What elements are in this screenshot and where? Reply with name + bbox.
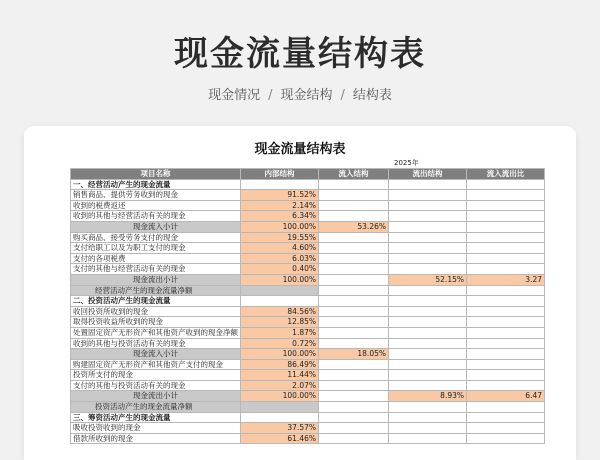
row-label-cell[interactable]: 现金流入小计 <box>71 221 241 232</box>
row-label-cell[interactable]: 一、经营活动产生的现金流量 <box>71 179 241 190</box>
value-cell[interactable] <box>467 433 545 444</box>
row-label-cell[interactable]: 现金流入小计 <box>71 349 241 360</box>
table-row <box>71 370 545 381</box>
value-cell[interactable] <box>389 402 467 413</box>
value-cell[interactable] <box>389 317 467 328</box>
spreadsheet-preview-card <box>24 126 576 460</box>
value-cell[interactable]: 2.14% <box>241 200 319 211</box>
column-header: 流入流出比 <box>467 169 545 180</box>
value-cell[interactable]: 6.47 <box>467 391 545 402</box>
value-cell[interactable] <box>319 200 389 211</box>
value-cell[interactable] <box>389 296 467 307</box>
value-cell[interactable] <box>467 370 545 381</box>
value-cell[interactable] <box>389 412 467 423</box>
value-cell[interactable] <box>319 402 389 413</box>
value-cell[interactable] <box>467 380 545 391</box>
row-label-cell[interactable]: 收回投资所收到的现金 <box>71 306 241 317</box>
value-cell[interactable] <box>467 232 545 243</box>
row-label-cell[interactable]: 现金流出小计 <box>71 391 241 402</box>
value-cell[interactable]: 53.26% <box>319 221 389 232</box>
value-cell[interactable] <box>241 296 319 307</box>
value-cell[interactable] <box>241 285 319 296</box>
breadcrumb-item[interactable]: 现金情况 <box>208 88 261 103</box>
value-cell[interactable]: 100.00% <box>241 391 319 402</box>
table-row <box>71 306 545 317</box>
value-cell[interactable] <box>319 264 389 275</box>
value-cell[interactable] <box>319 179 389 190</box>
cash-flow-table <box>70 168 545 444</box>
value-cell[interactable]: 3.27 <box>467 274 545 285</box>
value-cell[interactable] <box>389 359 467 370</box>
value-cell[interactable]: 100.00% <box>241 221 319 232</box>
page-title: 现金流量结构表 <box>174 34 426 74</box>
value-cell[interactable] <box>389 211 467 222</box>
table-row <box>71 380 545 391</box>
table-row <box>71 211 545 222</box>
value-cell[interactable] <box>389 200 467 211</box>
value-cell[interactable]: 1.87% <box>241 327 319 338</box>
value-cell[interactable] <box>319 423 389 434</box>
value-cell[interactable] <box>319 253 389 264</box>
value-cell[interactable] <box>389 232 467 243</box>
value-cell[interactable] <box>389 221 467 232</box>
table-row <box>71 423 545 434</box>
table-header-row <box>71 169 545 180</box>
table-row <box>71 274 545 285</box>
row-label-cell[interactable]: 吸收投资收到的现金 <box>71 423 241 434</box>
table-row <box>71 296 545 307</box>
value-cell[interactable] <box>467 200 545 211</box>
value-cell[interactable] <box>467 306 545 317</box>
value-cell[interactable] <box>389 338 467 349</box>
value-cell[interactable] <box>319 211 389 222</box>
value-cell[interactable]: 37.57% <box>241 423 319 434</box>
value-cell[interactable] <box>467 402 545 413</box>
value-cell[interactable] <box>467 296 545 307</box>
table-body <box>71 179 545 444</box>
value-cell[interactable] <box>467 349 545 360</box>
value-cell[interactable] <box>467 253 545 264</box>
value-cell[interactable] <box>467 285 545 296</box>
breadcrumb <box>0 84 600 103</box>
row-label-cell[interactable]: 处置固定资产无形资产和其他资产收到的现金净额 <box>71 327 241 338</box>
value-cell[interactable] <box>389 190 467 201</box>
value-cell[interactable] <box>389 264 467 275</box>
value-cell[interactable] <box>389 433 467 444</box>
value-cell[interactable]: 6.03% <box>241 253 319 264</box>
column-header: 项目名称 <box>71 169 241 180</box>
value-cell[interactable] <box>319 380 389 391</box>
value-cell[interactable] <box>467 221 545 232</box>
value-cell[interactable]: 19.55% <box>241 232 319 243</box>
value-cell[interactable]: 61.46% <box>241 433 319 444</box>
value-cell[interactable] <box>467 211 545 222</box>
value-cell[interactable] <box>467 423 545 434</box>
value-cell[interactable]: 84.56% <box>241 306 319 317</box>
value-cell[interactable] <box>467 359 545 370</box>
row-label-cell[interactable]: 现金流出小计 <box>71 274 241 285</box>
value-cell[interactable] <box>241 412 319 423</box>
value-cell[interactable] <box>319 296 389 307</box>
table-row <box>71 243 545 254</box>
value-cell[interactable] <box>389 349 467 360</box>
row-label-cell[interactable]: 二、投资活动产生的现金流量 <box>71 296 241 307</box>
sheet-title: 现金流量结构表 <box>254 142 346 157</box>
value-cell[interactable] <box>241 402 319 413</box>
value-cell[interactable] <box>389 253 467 264</box>
table-row <box>71 253 545 264</box>
value-cell[interactable] <box>319 232 389 243</box>
value-cell[interactable] <box>389 423 467 434</box>
row-label-cell[interactable]: 收到的税费返还 <box>71 200 241 211</box>
value-cell[interactable] <box>467 412 545 423</box>
value-cell[interactable]: 18.05% <box>319 349 389 360</box>
row-label-cell[interactable]: 支付的其他与投资活动有关的现金 <box>71 380 241 391</box>
table-row <box>71 190 545 201</box>
value-cell[interactable]: 11.44% <box>241 370 319 381</box>
value-cell[interactable]: 8.93% <box>389 391 467 402</box>
value-cell[interactable]: 52.15% <box>389 274 467 285</box>
column-header: 内部结构 <box>241 169 319 180</box>
value-cell[interactable]: 12.85% <box>241 317 319 328</box>
value-cell[interactable] <box>241 179 319 190</box>
table-row <box>71 412 545 423</box>
year-label: 2025年 <box>394 159 419 167</box>
value-cell[interactable]: 100.00% <box>241 274 319 285</box>
value-cell[interactable] <box>319 274 389 285</box>
value-cell[interactable] <box>467 317 545 328</box>
table-row <box>71 200 545 211</box>
row-label-cell[interactable]: 购建固定资产无形资产和其他资产支付的现金 <box>71 359 241 370</box>
row-label-cell[interactable]: 三、筹资活动产生的现金流量 <box>71 412 241 423</box>
row-label-cell[interactable]: 投资活动产生的现金流量净额 <box>71 402 241 413</box>
table-row <box>71 391 545 402</box>
value-cell[interactable] <box>319 190 389 201</box>
row-label-cell[interactable]: 购买商品、接受劳务支付的现金 <box>71 232 241 243</box>
breadcrumb-item[interactable]: 结构表 <box>352 88 392 103</box>
table-row <box>71 359 545 370</box>
breadcrumb-separator: / <box>268 88 273 103</box>
value-cell[interactable] <box>319 243 389 254</box>
row-label-cell[interactable]: 借款所收到的现金 <box>71 433 241 444</box>
value-cell[interactable] <box>319 306 389 317</box>
value-cell[interactable] <box>319 391 389 402</box>
row-label-cell[interactable]: 销售商品、提供劳务收到的现金 <box>71 190 241 201</box>
value-cell[interactable] <box>319 338 389 349</box>
value-cell[interactable] <box>389 306 467 317</box>
value-cell[interactable]: 2.07% <box>241 380 319 391</box>
value-cell[interactable] <box>319 327 389 338</box>
value-cell[interactable] <box>467 243 545 254</box>
value-cell[interactable] <box>467 264 545 275</box>
table-row <box>71 221 545 232</box>
value-cell[interactable] <box>389 179 467 190</box>
value-cell[interactable] <box>319 370 389 381</box>
table-row <box>71 402 545 413</box>
table-row <box>71 327 545 338</box>
value-cell[interactable] <box>467 179 545 190</box>
value-cell[interactable] <box>467 190 545 201</box>
row-label-cell[interactable]: 取得投资收益所收到的现金 <box>71 317 241 328</box>
value-cell[interactable] <box>389 243 467 254</box>
row-label-cell[interactable]: 收到的其他与经营活动有关的现金 <box>71 211 241 222</box>
table-row <box>71 338 545 349</box>
column-header: 流入结构 <box>319 169 389 180</box>
value-cell[interactable]: 4.60% <box>241 243 319 254</box>
value-cell[interactable] <box>467 327 545 338</box>
row-label-cell[interactable]: 支付的各项税费 <box>71 253 241 264</box>
row-label-cell[interactable]: 支付给职工以及为职工支付的现金 <box>71 243 241 254</box>
value-cell[interactable] <box>389 370 467 381</box>
value-cell[interactable] <box>319 285 389 296</box>
table-row <box>71 433 545 444</box>
row-label-cell[interactable]: 经营活动产生的现金流量净额 <box>71 285 241 296</box>
value-cell[interactable]: 6.34% <box>241 211 319 222</box>
value-cell[interactable] <box>319 359 389 370</box>
table-row <box>71 285 545 296</box>
value-cell[interactable]: 86.49% <box>241 359 319 370</box>
value-cell[interactable]: 0.72% <box>241 338 319 349</box>
table-row <box>71 349 545 360</box>
value-cell[interactable] <box>467 338 545 349</box>
value-cell[interactable] <box>389 327 467 338</box>
breadcrumb-separator: / <box>340 88 345 103</box>
value-cell[interactable]: 0.40% <box>241 264 319 275</box>
value-cell[interactable]: 91.52% <box>241 190 319 201</box>
row-label-cell[interactable]: 收到的其他与投资活动有关的现金 <box>71 338 241 349</box>
row-label-cell[interactable]: 支付的其他与经营活动有关的现金 <box>71 264 241 275</box>
table-row <box>71 264 545 275</box>
value-cell[interactable] <box>389 380 467 391</box>
table-row <box>71 179 545 190</box>
column-header: 流出结构 <box>389 169 467 180</box>
table-row <box>71 232 545 243</box>
value-cell[interactable]: 100.00% <box>241 349 319 360</box>
value-cell[interactable] <box>319 433 389 444</box>
table-row <box>71 317 545 328</box>
value-cell[interactable] <box>389 285 467 296</box>
row-label-cell[interactable]: 投资所支付的现金 <box>71 370 241 381</box>
value-cell[interactable] <box>319 317 389 328</box>
value-cell[interactable] <box>319 412 389 423</box>
breadcrumb-item[interactable]: 现金结构 <box>280 88 333 103</box>
